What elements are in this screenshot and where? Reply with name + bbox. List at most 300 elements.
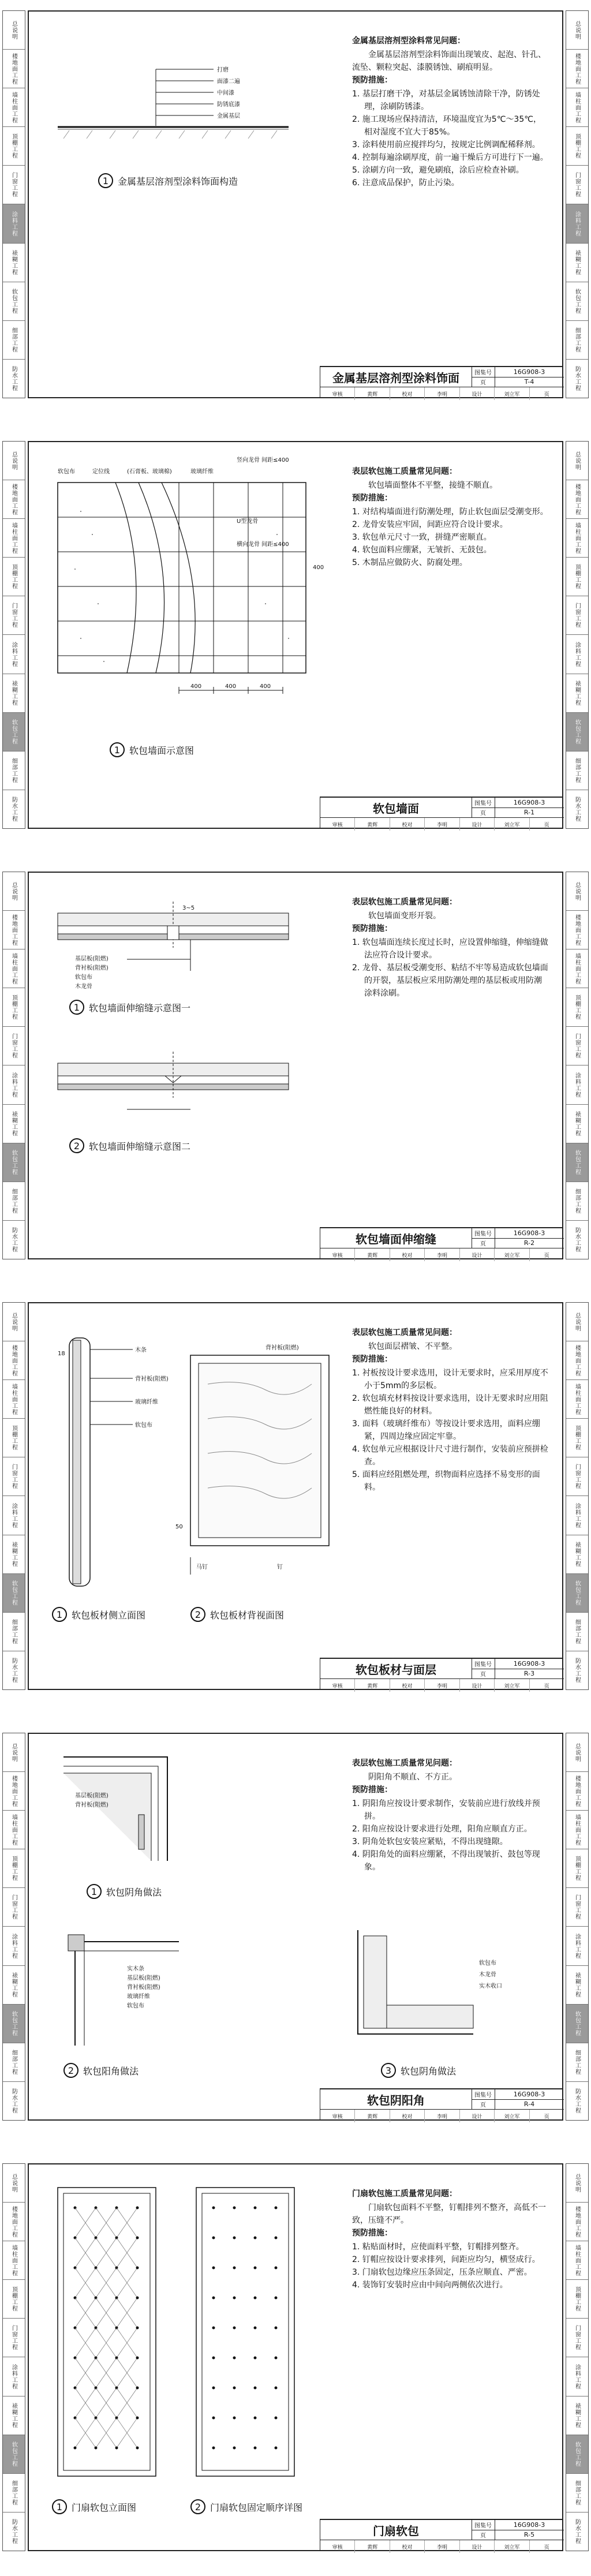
atlas-number: 16G908-3 — [495, 1659, 564, 1669]
signature-row — [320, 1248, 564, 1261]
callout-label: 玻璃纤维 — [127, 1994, 150, 2000]
figure-caption — [98, 173, 238, 188]
signature-row — [320, 817, 564, 831]
callout-label: 背衬板(阻燃) — [135, 1376, 169, 1382]
tab-item[interactable]: 总说明 — [3, 872, 25, 911]
tab-item[interactable]: 软包工程 — [566, 1143, 588, 1182]
tab-item[interactable]: 防水工程 — [574, 2518, 581, 2544]
tab-item[interactable]: 细部工程 — [3, 2043, 25, 2082]
tab-item[interactable]: 门窗工程 — [566, 166, 588, 204]
notes-item: 6. 注意成品保护，防止污染。 — [352, 178, 459, 188]
stud-dot — [233, 2417, 236, 2420]
tab-item[interactable]: 楼地面工程 — [566, 50, 588, 88]
tab-item[interactable]: 楼地面工程 — [566, 911, 588, 949]
outer-corner-drawing — [52, 1907, 225, 2057]
stud-dot — [212, 2447, 215, 2450]
tab-item[interactable]: 墙柱面工程 — [566, 2241, 588, 2280]
tab-item[interactable]: 涂料工程 — [566, 2357, 588, 2396]
tab-item[interactable]: 墙柱面工程 — [3, 949, 25, 988]
tab-item[interactable]: 细部工程 — [566, 1182, 588, 1221]
tab-item[interactable]: 细部工程 — [566, 2474, 588, 2513]
tab-item[interactable]: 门窗工程 — [3, 166, 25, 204]
stud-dot — [275, 2357, 278, 2360]
tab-item[interactable]: 墙柱面工程 — [3, 88, 25, 127]
tab-item[interactable]: 软包工程 — [566, 713, 588, 752]
tab-item[interactable]: 防水工程 — [574, 796, 581, 822]
tab-item[interactable]: 软包工程 — [566, 2435, 588, 2474]
callout-label: 基层板(阻燃) — [75, 956, 109, 962]
tab-item[interactable]: 防水工程 — [10, 796, 17, 822]
sign-cell: 刘立军 — [495, 2110, 529, 2122]
notes-subtitle: 预防措施： — [352, 2229, 392, 2238]
sheet-title: 门扇软包 — [320, 2520, 472, 2540]
notes-item: 2. 龙骨、基层板受潮变形、粘结不牢等易造成软包墙面的开裂，基层板应采用防潮处理的基层板或用防潮涂料涂刷。 — [352, 963, 548, 998]
notes-block — [352, 35, 548, 189]
sign-cell: 审核 — [320, 1248, 355, 1261]
page-number: T-4 — [524, 378, 534, 386]
tab-item[interactable]: 顶棚工程 — [566, 1419, 588, 1457]
tab-item[interactable]: 门窗工程 — [3, 2319, 25, 2357]
callout-label: 木龙骨 — [479, 1972, 496, 1978]
callout-label: 竖向龙骨 间距≤400 — [237, 457, 289, 463]
tab-item[interactable]: 细部工程 — [3, 752, 25, 790]
side-tabs-left — [2, 1733, 25, 2121]
callout-label: 面漆二遍 — [217, 78, 240, 85]
sheet-title: 软包阴阳角 — [320, 2089, 472, 2109]
tab-item[interactable]: 软包工程 — [3, 1574, 25, 1613]
sign-cell: 刘立军 — [495, 1248, 529, 1261]
notes-item: 2. 钉帽应按设计要求排列，间距应均匀，横竖成行。 — [352, 2255, 540, 2264]
figure-number: 1 — [52, 2499, 67, 2514]
sheet-2 — [0, 431, 591, 838]
sheet-1 — [0, 0, 591, 407]
tab-item[interactable]: 墙柱面工程 — [566, 949, 588, 988]
panel-back-view-drawing — [173, 1338, 346, 1592]
figure-number: 2 — [63, 2063, 78, 2078]
tab-item[interactable]: 门窗工程 — [566, 1457, 588, 1496]
tab-item[interactable]: 裱糊工程 — [3, 1966, 25, 2005]
tab-item[interactable]: 楼地面工程 — [566, 480, 588, 519]
sign-cell: 设计 — [460, 2540, 495, 2553]
dimension-label: 400 — [190, 683, 202, 690]
figure-caption — [52, 1607, 145, 1622]
tab-item[interactable]: 总说明 — [3, 11, 25, 50]
tab-item[interactable]: 涂料工程 — [566, 1927, 588, 1965]
sign-cell: 黄辉 — [355, 1679, 390, 1692]
sign-cell: 黄辉 — [355, 387, 390, 400]
stud-dot — [275, 2237, 278, 2239]
atlas-number: 16G908-3 — [495, 798, 564, 808]
atlas-number: 16G908-3 — [495, 2520, 564, 2530]
notes-subtitle: 预防措施： — [352, 1355, 392, 1364]
stud-dot — [136, 2207, 139, 2209]
tab-item[interactable]: 门窗工程 — [566, 596, 588, 635]
notes-intro: 门扇软包面料不平整，钉帽排列不整齐，高低不一致，压缝不严。 — [352, 2203, 546, 2225]
tab-item[interactable]: 软包工程 — [566, 1574, 588, 1613]
tab-item[interactable]: 软包工程 — [3, 2435, 25, 2474]
title-block — [320, 1658, 563, 1690]
callout-label: 防锈底漆 — [217, 102, 240, 108]
notes-item: 2. 龙骨安装应牢固，间距应符合设计要求。 — [352, 520, 508, 529]
tab-item[interactable]: 门窗工程 — [3, 596, 25, 635]
stud-dot — [254, 2357, 257, 2360]
stud-dot — [95, 2447, 98, 2450]
stud-dot — [136, 2387, 139, 2390]
notes-item: 3. 门扇软包边缘应压条固定，压条应顺直、严密。 — [352, 2268, 532, 2277]
figure-caption-text: 金属基层溶剂型涂料饰面构造 — [118, 175, 238, 187]
side-tabs-right — [566, 2163, 589, 2551]
sheet-title: 金属基层溶剂型涂料饰面 — [320, 367, 472, 387]
tab-item[interactable]: 裱糊工程 — [3, 674, 25, 713]
callout-label: 背衬板(阻燃) — [265, 1345, 299, 1351]
tab-item[interactable]: 墙柱面工程 — [3, 1811, 25, 1849]
tab-item[interactable]: 防水工程 — [10, 1657, 17, 1683]
tab-item[interactable]: 涂料工程 — [3, 1496, 25, 1535]
notes-subtitle: 预防措施： — [352, 1785, 392, 1794]
sign-cell: 页 — [544, 2544, 549, 2551]
dimension-label: 400 — [313, 564, 324, 571]
sign-cell: 页 — [544, 822, 549, 828]
notes-item: 5. 涂刷方向一致，避免刷痕，涂后应检查补刷。 — [352, 166, 524, 175]
figure-caption-text: 软包阳角做法 — [83, 2065, 139, 2077]
tab-item[interactable]: 涂料工程 — [3, 204, 25, 243]
page-label: 页 — [472, 2530, 495, 2540]
tab-item[interactable]: 楼地面工程 — [3, 1772, 25, 1811]
notes-item: 3. 涂料使用前应搅拌均匀，按规定比例调配稀释剂。 — [352, 140, 540, 149]
tab-item[interactable]: 总说明 — [566, 1303, 588, 1341]
stud-dot — [275, 2297, 278, 2300]
sign-cell: 审核 — [320, 818, 355, 831]
notes-item: 4. 软包面料应绷紧，无皱折、无鼓包。 — [352, 545, 492, 555]
page-label: 页 — [472, 2099, 495, 2109]
signature-row — [320, 1678, 564, 1692]
figure-number: 1 — [98, 173, 113, 188]
tab-item[interactable]: 软包工程 — [3, 713, 25, 752]
tab-item[interactable]: 墙柱面工程 — [3, 519, 25, 558]
stud-dot — [254, 2327, 257, 2330]
callout-label: 软包布 — [127, 2003, 144, 2009]
tab-item[interactable]: 顶棚工程 — [3, 1849, 25, 1888]
tab-item[interactable]: 楼地面工程 — [3, 2203, 25, 2241]
stud-dot — [275, 2327, 278, 2330]
tab-item[interactable]: 楼地面工程 — [566, 1772, 588, 1811]
tab-item[interactable]: 墙柱面工程 — [3, 2241, 25, 2280]
sign-cell: 设计 — [460, 818, 495, 831]
tab-item[interactable]: 裱糊工程 — [3, 1105, 25, 1143]
stud-dot — [233, 2237, 236, 2239]
tab-item[interactable]: 裱糊工程 — [566, 1105, 588, 1143]
tab-item[interactable]: 门窗工程 — [3, 1888, 25, 1927]
expansion-joint-drawing-1 — [52, 896, 317, 994]
tab-item[interactable]: 细部工程 — [3, 2474, 25, 2513]
notes-item: 4. 软包单元应根据设计尺寸进行制作，安装前应预拼检查。 — [352, 1445, 548, 1467]
callout-label: 背衬板(阻燃) — [75, 1802, 109, 1808]
atlas-label: 图集号 — [472, 1659, 495, 1669]
tab-item[interactable]: 涂料工程 — [566, 635, 588, 674]
tab-item[interactable]: 楼地面工程 — [3, 480, 25, 519]
tab-item[interactable]: 顶棚工程 — [3, 988, 25, 1027]
stud-dot — [254, 2267, 257, 2270]
tab-item[interactable]: 涂料工程 — [3, 635, 25, 674]
callout-label: 马钉 — [196, 1564, 208, 1571]
notes-intro: 软包墙面变形开裂。 — [368, 911, 441, 921]
tab-item[interactable]: 软包工程 — [3, 282, 25, 321]
side-tabs-right — [566, 10, 589, 398]
page-label: 页 — [472, 1238, 495, 1248]
stud-dot — [212, 2237, 215, 2239]
tab-item[interactable]: 门窗工程 — [566, 1888, 588, 1927]
stud-dot — [254, 2237, 257, 2239]
atlas-number: 16G908-3 — [495, 2089, 564, 2100]
tab-item[interactable]: 防水工程 — [574, 365, 581, 391]
figure-number: 1 — [110, 742, 125, 757]
page-number: R-1 — [523, 809, 535, 816]
tab-item[interactable]: 软包工程 — [3, 2005, 25, 2043]
stud-dot — [212, 2297, 215, 2300]
atlas-label: 图集号 — [472, 2089, 495, 2100]
tab-item[interactable]: 防水工程 — [10, 2518, 17, 2544]
tab-item[interactable]: 防水工程 — [574, 1657, 581, 1683]
tab-item[interactable]: 门窗工程 — [566, 2319, 588, 2357]
corner-detail-drawing — [346, 1919, 543, 2057]
tab-item[interactable]: 墙柱面工程 — [566, 1380, 588, 1419]
tab-item[interactable]: 顶棚工程 — [566, 558, 588, 596]
notes-item: 2. 软包填充材料按设计要求选用，设计无要求时应用阻燃性能良好的材料。 — [352, 1394, 548, 1416]
callout-label: 木条 — [135, 1347, 147, 1354]
callout-label: 玻璃纤维 — [135, 1399, 158, 1405]
callout-label: 木龙骨 — [75, 984, 92, 990]
figure-caption-text: 软包板材侧立面图 — [72, 1609, 146, 1621]
sign-cell: 李明 — [425, 1248, 459, 1261]
tab-item[interactable]: 涂料工程 — [566, 1496, 588, 1535]
tab-item[interactable]: 软包工程 — [566, 282, 588, 321]
tab-item[interactable]: 门窗工程 — [3, 1027, 25, 1065]
coating-section-drawing — [46, 58, 323, 173]
callout-label: 实木条 — [127, 1966, 144, 1972]
tab-item[interactable]: 楼地面工程 — [3, 911, 25, 949]
expansion-joint-drawing-2 — [52, 1046, 317, 1132]
tab-item[interactable]: 楼地面工程 — [3, 1341, 25, 1380]
notes-item: 3. 阴角处软包安装应紧贴，不得出现缝隙。 — [352, 1837, 508, 1846]
stud-dot — [233, 2297, 236, 2300]
callout-label: 软包布 — [135, 1422, 152, 1429]
tab-item[interactable]: 细部工程 — [566, 321, 588, 360]
side-tabs-left — [2, 441, 25, 829]
sign-cell: 李明 — [425, 2110, 459, 2122]
tab-item[interactable]: 顶棚工程 — [566, 988, 588, 1027]
tab-item[interactable]: 墙柱面工程 — [566, 88, 588, 127]
sign-cell: 页 — [544, 391, 549, 398]
tab-item[interactable]: 总说明 — [566, 442, 588, 480]
notes-title: 表层软包施工质量常见问题： — [352, 898, 457, 907]
tab-item[interactable]: 楼地面工程 — [3, 50, 25, 88]
tab-item[interactable]: 总说明 — [566, 1733, 588, 1772]
sign-cell: 校对 — [390, 387, 425, 400]
sheet-6 — [0, 2153, 591, 2576]
stud-dot — [136, 2237, 139, 2239]
signature-row — [320, 2109, 564, 2122]
callout-label: 玻璃纤维 — [190, 469, 214, 475]
figure-number: 1 — [52, 1607, 67, 1622]
stud-dot — [233, 2357, 236, 2360]
stud-dot — [136, 2267, 139, 2270]
tab-item[interactable]: 涂料工程 — [566, 1065, 588, 1104]
stud-dot — [212, 2357, 215, 2360]
callout-label: 背衬板(阻燃) — [75, 965, 109, 971]
sheet-3 — [0, 861, 591, 1269]
tab-item[interactable]: 楼地面工程 — [566, 2203, 588, 2241]
side-tabs-right — [566, 441, 589, 829]
notes-title: 表层软包施工质量常见问题： — [352, 467, 457, 476]
sign-cell: 黄辉 — [355, 818, 390, 831]
sign-cell: 设计 — [460, 2110, 495, 2122]
notes-title: 表层软包施工质量常见问题： — [352, 1328, 457, 1337]
tab-item[interactable]: 裱糊工程 — [3, 1535, 25, 1574]
tab-item[interactable]: 总说明 — [566, 11, 588, 50]
title-block — [320, 1227, 563, 1259]
tab-item[interactable]: 墙柱面工程 — [566, 519, 588, 558]
tab-item[interactable]: 顶棚工程 — [566, 1849, 588, 1888]
tab-item[interactable]: 裱糊工程 — [566, 1535, 588, 1574]
figure-number: 1 — [87, 1884, 102, 1899]
tab-item[interactable]: 细部工程 — [3, 1613, 25, 1651]
tab-item[interactable]: 防水工程 — [10, 1227, 17, 1253]
tab-item[interactable]: 涂料工程 — [3, 1065, 25, 1104]
tab-item[interactable]: 总说明 — [3, 442, 25, 480]
notes-intro: 阴阳角不顺直、不方正。 — [368, 1773, 457, 1782]
tab-item[interactable]: 总说明 — [3, 2164, 25, 2203]
tab-item[interactable]: 防水工程 — [574, 1227, 581, 1253]
dimension-label: 400 — [260, 683, 271, 690]
notes-intro: 软包面层褶皱、不平整。 — [368, 1342, 457, 1351]
stud-dot — [212, 2327, 215, 2330]
tab-item[interactable]: 细部工程 — [566, 752, 588, 790]
tab-item[interactable]: 顶棚工程 — [3, 558, 25, 596]
figure-caption-text: 软包板材背视面图 — [210, 1609, 285, 1621]
stud-dot — [136, 2447, 139, 2450]
tab-item[interactable]: 软包工程 — [3, 1143, 25, 1182]
page-number: R-4 — [523, 2100, 535, 2108]
sign-cell: 设计 — [460, 1679, 495, 1692]
tab-item[interactable]: 裱糊工程 — [566, 674, 588, 713]
figure-caption — [52, 2499, 136, 2514]
dimension-label: 50 — [175, 1524, 183, 1530]
sign-cell: 校对 — [390, 818, 425, 831]
notes-subtitle: 预防措施： — [352, 76, 392, 85]
sign-cell: 刘立军 — [495, 2540, 529, 2553]
tab-item[interactable]: 细部工程 — [3, 321, 25, 360]
tab-item[interactable]: 细部工程 — [3, 1182, 25, 1221]
tab-item[interactable]: 涂料工程 — [3, 1927, 25, 1965]
tab-item[interactable]: 裱糊工程 — [566, 244, 588, 282]
tab-item[interactable]: 细部工程 — [566, 2043, 588, 2082]
notes-intro: 软包墙面整体不平整，接缝不顺直。 — [368, 481, 498, 490]
figure-caption — [69, 1138, 190, 1153]
callout-label: 打磨 — [217, 67, 229, 73]
notes-subtitle: 预防措施： — [352, 924, 392, 933]
callout-label: 金属基层 — [217, 113, 240, 119]
figure-number: 3 — [381, 2063, 396, 2078]
sign-cell: 审核 — [320, 387, 355, 400]
stud-dot — [254, 2447, 257, 2450]
callout-label: 中间漆 — [217, 90, 234, 96]
notes-block — [352, 1326, 548, 1494]
tab-item[interactable]: 墙柱面工程 — [566, 1811, 588, 1849]
figure-caption — [63, 2063, 139, 2078]
tab-item[interactable]: 总说明 — [566, 2164, 588, 2203]
stud-dot — [212, 2387, 215, 2390]
stud-dot — [233, 2447, 236, 2450]
stud-dot — [115, 2447, 118, 2450]
stud-dot — [74, 2447, 77, 2450]
tab-item[interactable]: 裱糊工程 — [3, 2396, 25, 2435]
callout-label: 背衬板(阻燃) — [127, 1984, 160, 1991]
tab-item[interactable]: 涂料工程 — [3, 2357, 25, 2396]
tab-item[interactable]: 门窗工程 — [3, 1457, 25, 1496]
notes-block — [352, 896, 548, 1000]
tab-item[interactable]: 顶棚工程 — [3, 2280, 25, 2319]
sheet-title: 软包墙面伸缩缝 — [320, 1228, 472, 1248]
figure-caption-text: 门扇软包固定顺序详图 — [210, 2502, 303, 2513]
tab-item[interactable]: 总说明 — [566, 872, 588, 911]
side-tabs-left — [2, 2163, 25, 2551]
tab-item[interactable]: 防水工程 — [10, 365, 17, 391]
callout-label: (石膏板、玻璃棉) — [127, 469, 172, 475]
tab-item[interactable]: 顶棚工程 — [566, 127, 588, 166]
sign-cell: 刘立军 — [495, 1679, 529, 1692]
title-block — [320, 366, 563, 398]
tab-item[interactable]: 防水工程 — [574, 2088, 581, 2114]
soft-wall-elevation-drawing — [46, 454, 335, 731]
notes-intro: 金属基层溶剂型涂料饰面出现皱皮、起泡、针孔、流坠、颗粒突起、漆膜锈蚀、刷痕明显。 — [352, 50, 546, 72]
figure-number: 2 — [190, 2499, 205, 2514]
tab-item[interactable]: 防水工程 — [10, 2088, 17, 2114]
callout-label: 实木收口 — [479, 1983, 502, 1990]
callout-label: 软包布 — [58, 469, 75, 475]
tab-item[interactable]: 涂料工程 — [566, 204, 588, 243]
tab-item[interactable]: 细部工程 — [566, 1613, 588, 1651]
sign-cell: 校对 — [390, 2110, 425, 2122]
notes-block — [352, 2188, 548, 2291]
tab-item[interactable]: 顶棚工程 — [3, 127, 25, 166]
tab-item[interactable]: 总说明 — [3, 1303, 25, 1341]
tab-item[interactable]: 裱糊工程 — [566, 1966, 588, 2005]
callout-label: 钉 — [277, 1564, 283, 1571]
tab-item[interactable]: 墙柱面工程 — [3, 1380, 25, 1419]
stud-dot — [275, 2207, 278, 2209]
stud-dot — [233, 2327, 236, 2330]
tab-item[interactable]: 总说明 — [3, 1733, 25, 1772]
figure-number: 2 — [190, 1607, 205, 1622]
figure-caption — [381, 2063, 456, 2078]
figure-caption — [69, 1000, 190, 1015]
stud-dot — [254, 2207, 257, 2209]
tab-item[interactable]: 顶棚工程 — [3, 1419, 25, 1457]
tab-item[interactable]: 门窗工程 — [566, 1027, 588, 1065]
tab-item[interactable]: 楼地面工程 — [566, 1341, 588, 1380]
notes-item: 1. 阴阳角应按设计要求制作，安装前应进行放线并预拼。 — [352, 1799, 540, 1821]
tab-item[interactable]: 软包工程 — [566, 2005, 588, 2043]
page-label: 页 — [472, 1669, 495, 1678]
sign-cell: 黄辉 — [355, 1248, 390, 1261]
tab-item[interactable]: 裱糊工程 — [566, 2396, 588, 2435]
stud-dot — [275, 2387, 278, 2390]
tab-item[interactable]: 顶棚工程 — [566, 2280, 588, 2319]
tab-item[interactable]: 裱糊工程 — [3, 244, 25, 282]
sign-cell: 李明 — [425, 1679, 459, 1692]
side-tabs-left — [2, 872, 25, 1259]
notes-title: 金属基层溶剂型涂料常见问题： — [352, 36, 465, 46]
